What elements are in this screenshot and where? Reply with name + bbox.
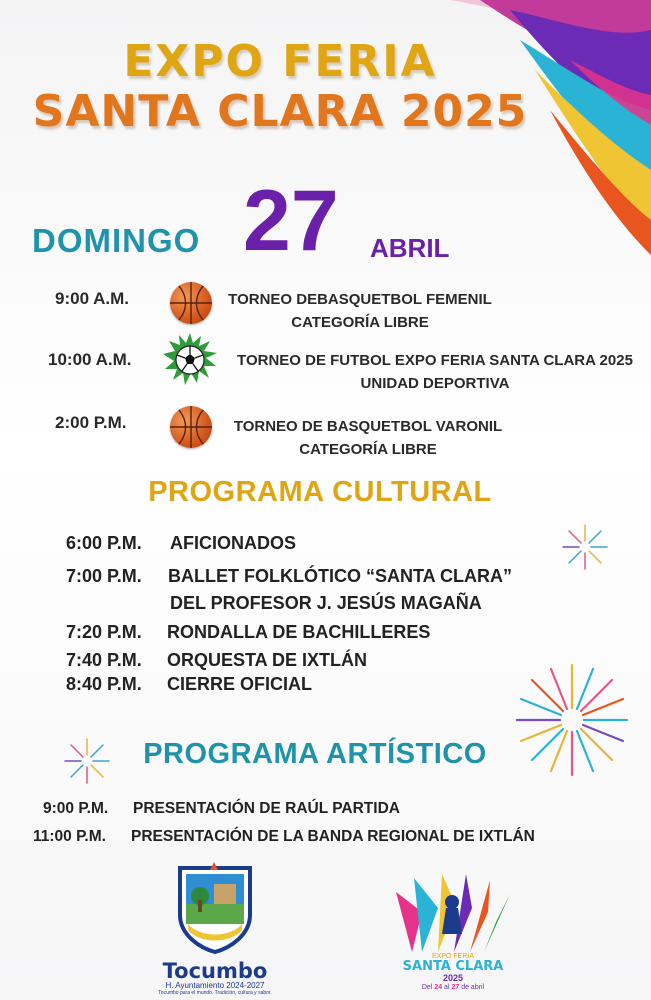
cultural-event-5: CIERRE OFICIAL bbox=[167, 674, 313, 694]
artistic-heading: PROGRAMA ARTÍSTICO bbox=[143, 738, 487, 770]
cultural-event-1: AFICIONADOS bbox=[170, 533, 296, 553]
expo-feria-logo bbox=[392, 872, 514, 992]
sports-event-3-line2: CATEGORÍA LIBRE bbox=[299, 441, 437, 458]
sports-event-1-line1: TORNEO DEBASQUETBOL FEMENIL bbox=[228, 291, 492, 308]
cultural-event-2-line2: DEL PROFESOR J. JESÚS MAGAÑA bbox=[170, 593, 482, 613]
tocumbo-logo bbox=[150, 860, 280, 995]
tocumbo-shield-icon bbox=[150, 860, 280, 955]
artistic-event-2: PRESENTACIÓN DE LA BANDA REGIONAL DE IXTLÁN bbox=[131, 828, 535, 845]
cultural-time-5: 8:40 P.M. bbox=[66, 674, 142, 694]
cultural-time-3: 7:20 P.M. bbox=[66, 622, 142, 642]
expo-feria-small: EXPO FERIA bbox=[431, 953, 474, 960]
cultural-time-1: 6:00 P.M. bbox=[66, 533, 142, 553]
tocumbo-tagline: Tocumbo para el mundo. Tradición, cultura y sabor. bbox=[158, 990, 272, 996]
sports-time-3: 2:00 P.M. bbox=[55, 413, 127, 432]
basketball-icon bbox=[170, 282, 212, 324]
artistic-event-1: PRESENTACIÓN DE RAÚL PARTIDA bbox=[133, 800, 400, 817]
cultural-event-3: RONDALLA DE BACHILLERES bbox=[167, 622, 431, 642]
title-line-2: SANTA CLARA 2025 bbox=[32, 86, 528, 137]
tocumbo-sub: H. Ayuntamiento 2024-2027 bbox=[165, 981, 265, 990]
expo-feria-date-start: 24 bbox=[434, 984, 443, 991]
sports-event-2-line1: TORNEO DE FUTBOL EXPO FERIA SANTA CLARA 2025 bbox=[237, 352, 633, 369]
basketball-icon bbox=[170, 406, 212, 448]
cultural-event-4: ORQUESTA DE IXTLÁN bbox=[167, 650, 368, 670]
date-day: 27 bbox=[243, 173, 339, 269]
artistic-time-1: 9:00 P.M. bbox=[43, 800, 109, 817]
sports-event-2-line2: UNIDAD DEPORTIVA bbox=[360, 375, 510, 392]
artistic-time-2: 11:00 P.M. bbox=[33, 828, 106, 845]
expo-feria-dates-mid: al bbox=[444, 984, 450, 991]
firework-decoration bbox=[560, 522, 610, 572]
expo-feria-date-end: 27 bbox=[451, 984, 460, 991]
soccer-ball-icon bbox=[163, 333, 211, 381]
sports-time-2: 10:00 A.M. bbox=[48, 350, 132, 369]
tocumbo-name: Tocumbo bbox=[162, 959, 268, 983]
sports-time-1: 9:00 A.M. bbox=[55, 289, 130, 308]
expo-feria-dates bbox=[392, 983, 514, 992]
expo-feria-dates-pre: Del bbox=[421, 984, 433, 991]
sports-event-1-line2: CATEGORÍA LIBRE bbox=[291, 314, 429, 331]
expo-feria-year: 2025 bbox=[442, 973, 464, 983]
expo-feria-name: SANTA CLARA bbox=[402, 959, 504, 974]
sports-event-2 bbox=[225, 349, 645, 395]
expo-feria-emblem-icon bbox=[392, 872, 514, 954]
cultural-time-4: 7:40 P.M. bbox=[66, 650, 142, 670]
date-month: ABRIL bbox=[370, 233, 450, 263]
sports-event-3 bbox=[218, 415, 518, 461]
sports-event-3-line1: TORNEO DE BASQUETBOL VARONIL bbox=[233, 418, 503, 435]
expo-feria-dates-post: de abril bbox=[461, 984, 485, 991]
cultural-time-2: 7:00 P.M. bbox=[66, 566, 142, 586]
date-weekday: DOMINGO bbox=[32, 222, 201, 259]
sports-event-1 bbox=[210, 288, 510, 334]
cultural-event-2: BALLET FOLKLÓTICO “SANTA CLARA” bbox=[168, 566, 512, 586]
title-line-1: EXPO FERIA bbox=[123, 36, 437, 87]
cultural-heading: PROGRAMA CULTURAL bbox=[148, 476, 492, 508]
